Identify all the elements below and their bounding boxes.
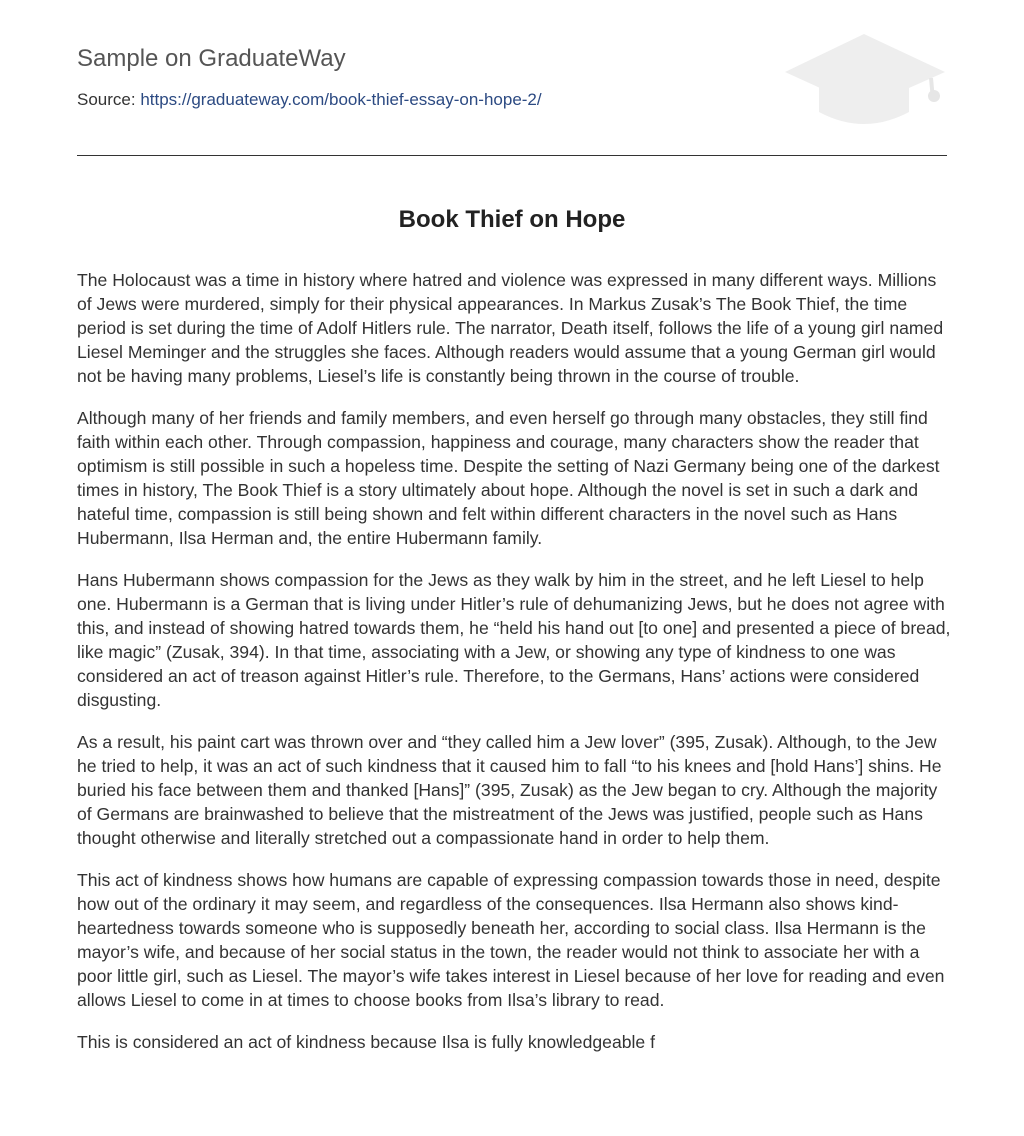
paragraph: This act of kindness shows how humans are capable of expressing compassion towards those in need, despite how out of the ordinary it may seem, and regardless of the consequences. Ilsa Hermann also shows kind-heartedness towards someone who is supposedly beneath her, according to social class. Ilsa Hermann is the mayor’s wife, and because of her social status in the town, the reader would not think to associate her with a poor little girl, such as Liesel. The mayor’s wife takes interest in Liesel because of her love for reading and even allows Liesel to come in at times to choose books from Ilsa’s library to read. [77,870,945,1010]
header-divider [77,155,947,156]
paragraph: The Holocaust was a time in history where hatred and violence was expressed in many different ways. Millions of Jews were murdered, simply for their physical appearances. In Markus Zusak’s The Book Thief, the time period is set during the time of Adolf Hitlers rule. The narrator, Death itself, follows the life of a young girl named Liesel Meminger and the struggles she faces. Although readers would assume that a young German girl would not be having many problems, Liesel’s life is constantly being thrown in the course of trouble. [77,270,944,386]
paragraph: Hans Hubermann shows compassion for the Jews as they walk by him in the street, and he left Liesel to help one. Hubermann is a German that is living under Hitler’s rule of dehumanizing Jews, but he does not agree with this, and instead of showing hatred towards them, he “held his hand out [to one] and presented a piece of bread, like magic” (Zusak, 394). In that time, associating with a Jew, or showing any type of kindness to one was considered an act of treason against Hitler’s rule. Therefore, to the Germans, Hans’ actions were considered disgusting. [77,570,951,710]
graduation-cap-icon [781,28,947,134]
site-title: Sample on GraduateWay [77,45,346,72]
page-header [77,0,947,156]
paragraph: This is considered an act of kindness because Ilsa is fully knowledgeable f [77,1032,655,1052]
document-title: Book Thief on Hope [398,206,626,233]
source-label: Source: [77,90,136,109]
article-body [77,268,951,1072]
paragraph: Although many of her friends and family members, and even herself go through many obstacles, they still find faith within each other. Through compassion, happiness and courage, many characters show the reader that optimism is still possible in such a hopeless time. Despite the setting of Nazi Germany being one of the darkest times in history, The Book Thief is a story ultimately about hope. Although the novel is set in such a dark and hateful time, compassion is still being shown and felt within different characters in the novel such as Hans Hubermann, Ilsa Herman and, the entire Hubermann family. [77,408,940,548]
source-link[interactable]: https://graduateway.com/book-thief-essay-on-hope-2/ [140,90,542,109]
paragraph: As a result, his paint cart was thrown over and “they called him a Jew lover” (395, Zusak). Although, to the Jew he tried to help, it was an act of such kindness that it caused him to fall “to his knees and [hold Hans’] shins. He buried his face between them and thanked [Hans]” (395, Zusak) as the Jew began to cry. Although the majority of Germans are brainwashed to believe that the mistreatment of the Jews was justified, people such as Hans thought otherwise and literally stretched out a compassionate hand in order to help them. [77,732,942,848]
source-line [77,89,542,111]
